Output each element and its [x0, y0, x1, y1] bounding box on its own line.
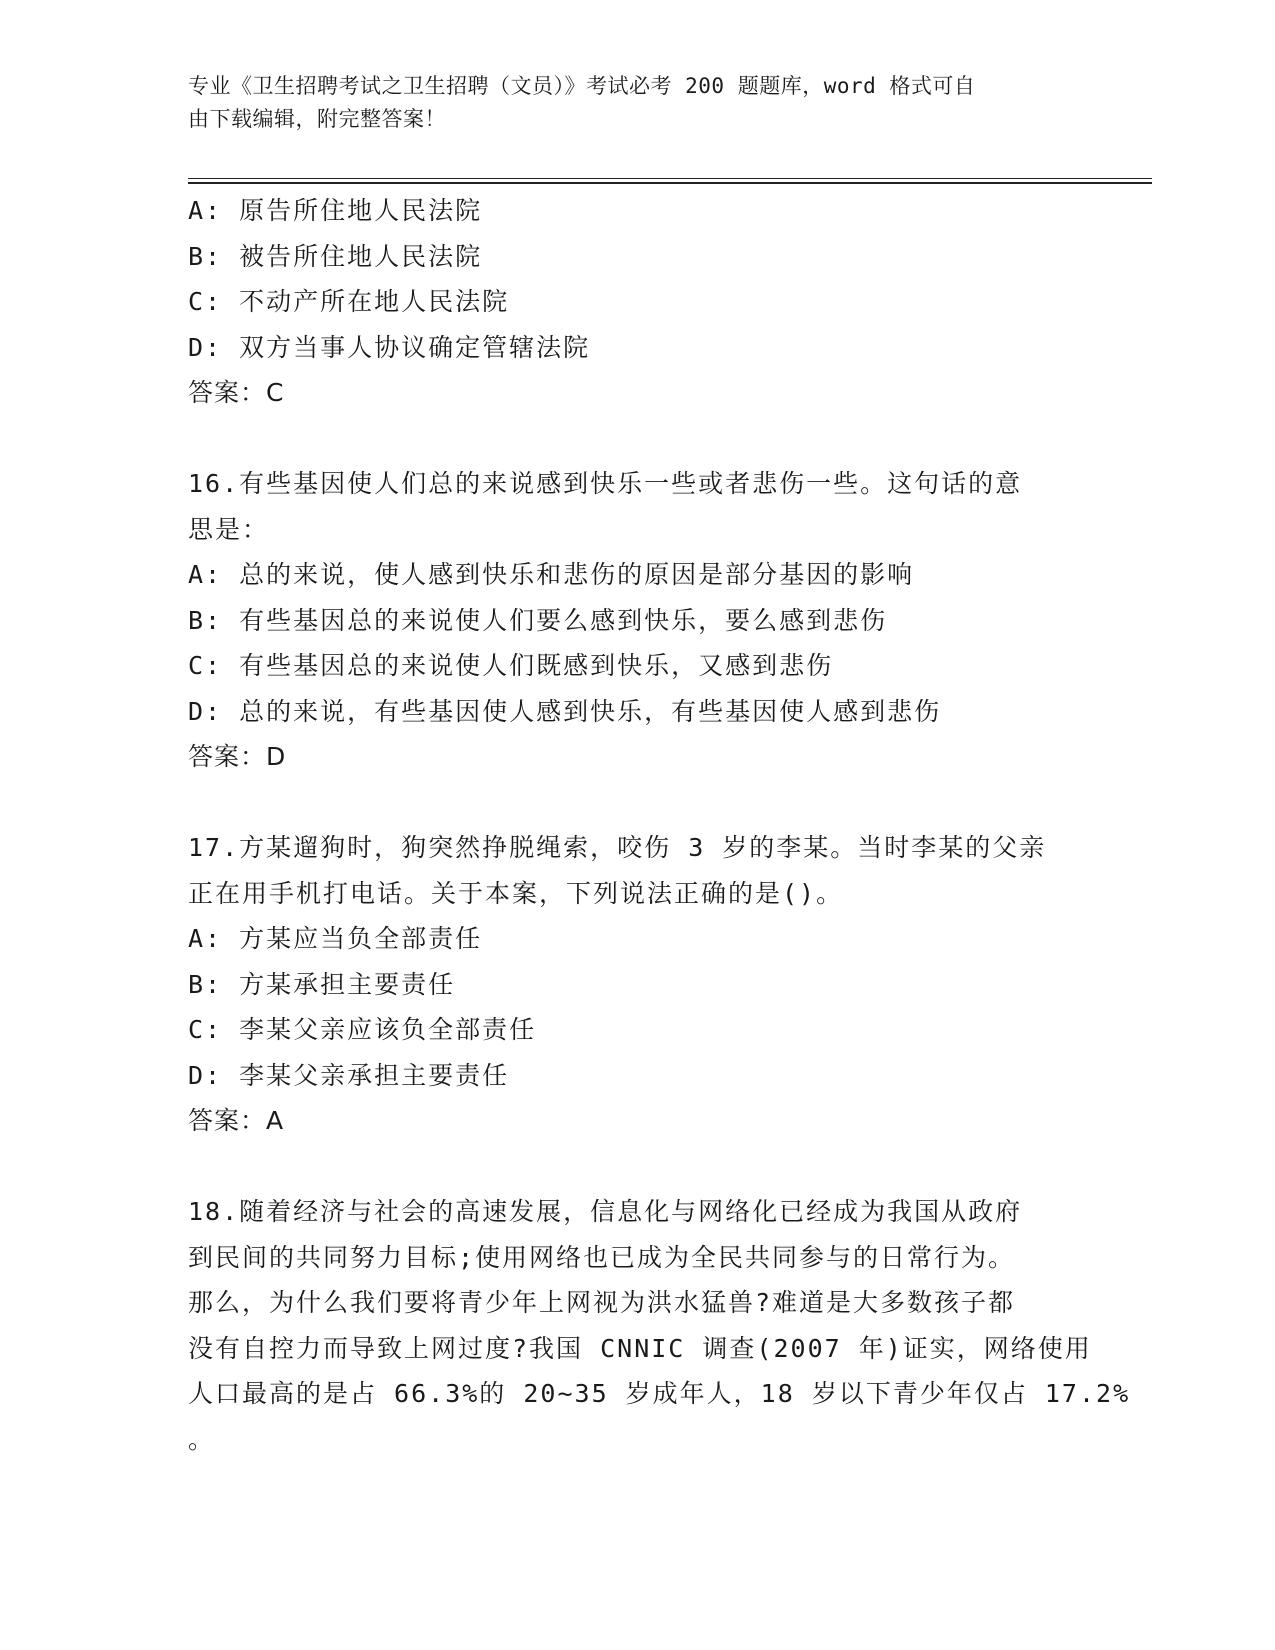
question-stem-line: 思是： [188, 514, 270, 544]
option-d: D: 总的来说，有些基因使人感到快乐，有些基因使人感到悲伤 [188, 696, 942, 726]
question-stem-line: 。 [188, 1424, 216, 1454]
option-a: A: 方某应当负全部责任 [188, 924, 483, 953]
question-stem-line: 16.有些基因使人们总的来说感到快乐一些或者悲伤一些。这句话的意 [188, 469, 1023, 498]
question-stem-line: 没有自控力而导致上网过度?我国 CNNIC 调查(2007 年)证实，网络使用 [188, 1333, 1092, 1363]
option-d: D: 李某父亲承担主要责任 [188, 1060, 510, 1090]
spacer [188, 416, 1088, 462]
answer: 答案：D [188, 742, 287, 771]
header-line-1: 专业《卫生招聘考试之卫生招聘（文员）》考试必考 200 题题库，word 格式可自 [188, 74, 976, 98]
option-b: B: 方某承担主要责任 [188, 969, 456, 999]
question-stem-line: 到民间的共同努力目标;使用网络也已成为全民共同参与的日常行为。 [188, 1242, 1016, 1272]
question-16 [188, 461, 1088, 780]
option-b: B: 被告所住地人民法院 [188, 241, 483, 271]
question-17 [188, 825, 1088, 1144]
spacer [188, 1144, 1088, 1190]
question-stem-line: 那么，为什么我们要将青少年上网视为洪水猛兽?难道是大多数孩子都 [188, 1288, 1016, 1317]
header-line-2: 由下载编辑，附完整答案！ [188, 107, 446, 131]
option-c: C: 不动产所在地人民法院 [188, 287, 510, 316]
document-body [188, 188, 1131, 1462]
question-18 [188, 1189, 1131, 1462]
question-stem-line: 人口最高的是占 66.3%的 20~35 岁成年人，18 岁以下青少年仅占 17.2% [188, 1379, 1131, 1408]
question-stem-line: 正在用手机打电话。关于本案，下列说法正确的是()。 [188, 878, 844, 908]
option-c: C: 有些基因总的来说使人们既感到快乐，又感到悲伤 [188, 651, 834, 680]
header-divider-thin [188, 178, 1152, 179]
option-b: B: 有些基因总的来说使人们要么感到快乐，要么感到悲伤 [188, 605, 888, 635]
header-divider-thick [188, 182, 1152, 184]
question-stem-line: 18.随着经济与社会的高速发展，信息化与网络化已经成为我国从政府 [188, 1197, 1023, 1226]
document-header [188, 70, 1088, 136]
option-a: A: 原告所住地人民法院 [188, 196, 483, 225]
answer: 答案：A [188, 1106, 285, 1135]
option-d: D: 双方当事人协议确定管辖法院 [188, 332, 591, 362]
answer: 答案：C [188, 378, 285, 407]
option-a: A: 总的来说，使人感到快乐和悲伤的原因是部分基因的影响 [188, 560, 915, 589]
spacer [188, 780, 1088, 826]
question-stem-line: 17.方某遛狗时，狗突然挣脱绳索，咬伤 3 岁的李某。当时李某的父亲 [188, 833, 1047, 862]
option-c: C: 李某父亲应该负全部责任 [188, 1015, 537, 1044]
question-15 [188, 188, 1088, 416]
